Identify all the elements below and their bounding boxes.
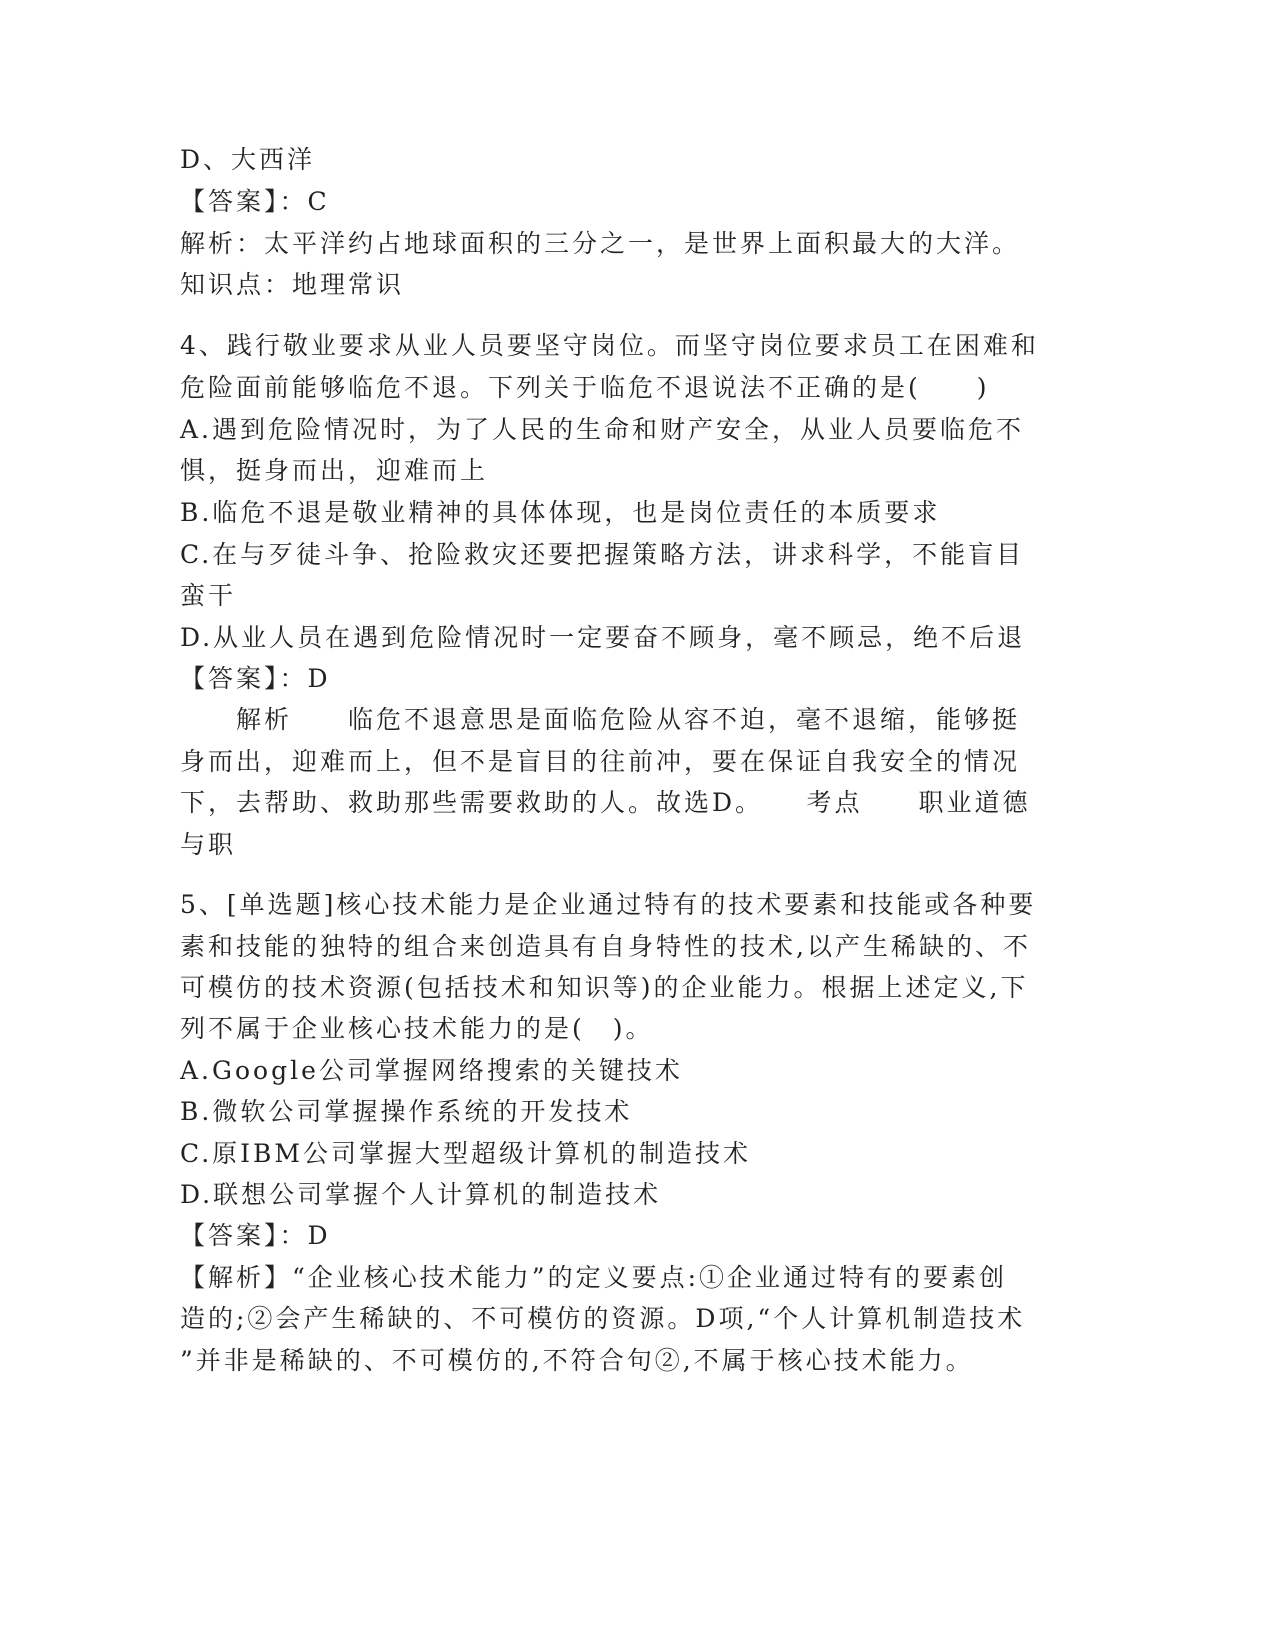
q5-option-d: D.联想公司掌握个人计算机的制造技术 — [180, 1180, 662, 1209]
q4-explanation-line-1: 解析 临危不退意思是面临危险从容不迫，毫不退缩，能够挺 — [180, 705, 1021, 734]
q3-explanation: 解析：太平洋约占地球面积的三分之一，是世界上面积最大的大洋。 — [180, 229, 1021, 258]
q4-option-a-line-1: A.遇到危险情况时，为了人民的生命和财产安全，从业人员要临危不 — [180, 415, 1025, 444]
q4-option-c-line-2: 蛮干 — [180, 581, 237, 610]
q4-option-c-line-1: C.在与歹徒斗争、抢险救灾还要把握策略方法，讲求科学，不能盲目 — [180, 540, 1025, 569]
q4-option-a-line-2: 惧，挺身而出，迎难而上 — [180, 456, 489, 485]
q5-stem-line-2: 素和技能的独特的组合来创造具有自身特性的技术,以产生稀缺的、不 — [180, 932, 1031, 961]
q5-explanation-line-2: 造的;②会产生稀缺的、不可模仿的资源。D项,“个人计算机制造技术 — [180, 1304, 1026, 1333]
q5-option-a: A.Google公司掌握网络搜索的关键技术 — [180, 1056, 683, 1085]
q3-knowledge-point: 知识点：地理常识 — [180, 270, 405, 299]
q4-explanation-line-4: 与职 — [180, 830, 237, 859]
q5-option-c: C.原IBM公司掌握大型超级计算机的制造技术 — [180, 1139, 752, 1168]
q5-stem-line-1: 5、[单选题]核心技术能力是企业通过特有的技术要素和技能或各种要 — [180, 890, 1037, 919]
q4-option-d: D.从业人员在遇到危险情况时一定要奋不顾身，毫不顾忌，绝不后退 — [180, 623, 1026, 652]
q4-stem-line-1: 4、践行敬业要求从业人员要坚守岗位。而坚守岗位要求员工在困难和 — [180, 331, 1039, 360]
q5-stem-line-3: 可模仿的技术资源(包括技术和知识等)的企业能力。根据上述定义,下 — [180, 973, 1029, 1002]
q5-explanation-line-3: ”并非是稀缺的、不可模仿的,不符合句②,不属于核心技术能力。 — [180, 1346, 974, 1375]
q5-explanation-line-1: 【解析】“企业核心技术能力”的定义要点:①企业通过特有的要素创 — [180, 1263, 1007, 1292]
q4-option-b: B.临危不退是敬业精神的具体体现，也是岗位责任的本质要求 — [180, 498, 941, 527]
q4-explanation-line-3: 下，去帮助、救助那些需要救助的人。故选D。 考点 职业道德 — [180, 788, 1031, 817]
q4-stem-line-2: 危险面前能够临危不退。下列关于临危不退说法不正确的是( ) — [180, 373, 990, 402]
q3-answer: 【答案】：C — [180, 187, 330, 216]
q4-explanation-line-2: 身而出，迎难而上，但不是盲目的往前冲，要在保证自我安全的情况 — [180, 747, 1021, 776]
q5-option-b: B.微软公司掌握操作系统的开发技术 — [180, 1097, 633, 1126]
q5-stem-line-4: 列不属于企业核心技术能力的是( )。 — [180, 1014, 654, 1043]
q3-option-d: D、大西洋 — [180, 145, 316, 174]
q4-answer: 【答案】：D — [180, 664, 331, 693]
q5-answer: 【答案】：D — [180, 1221, 331, 1250]
